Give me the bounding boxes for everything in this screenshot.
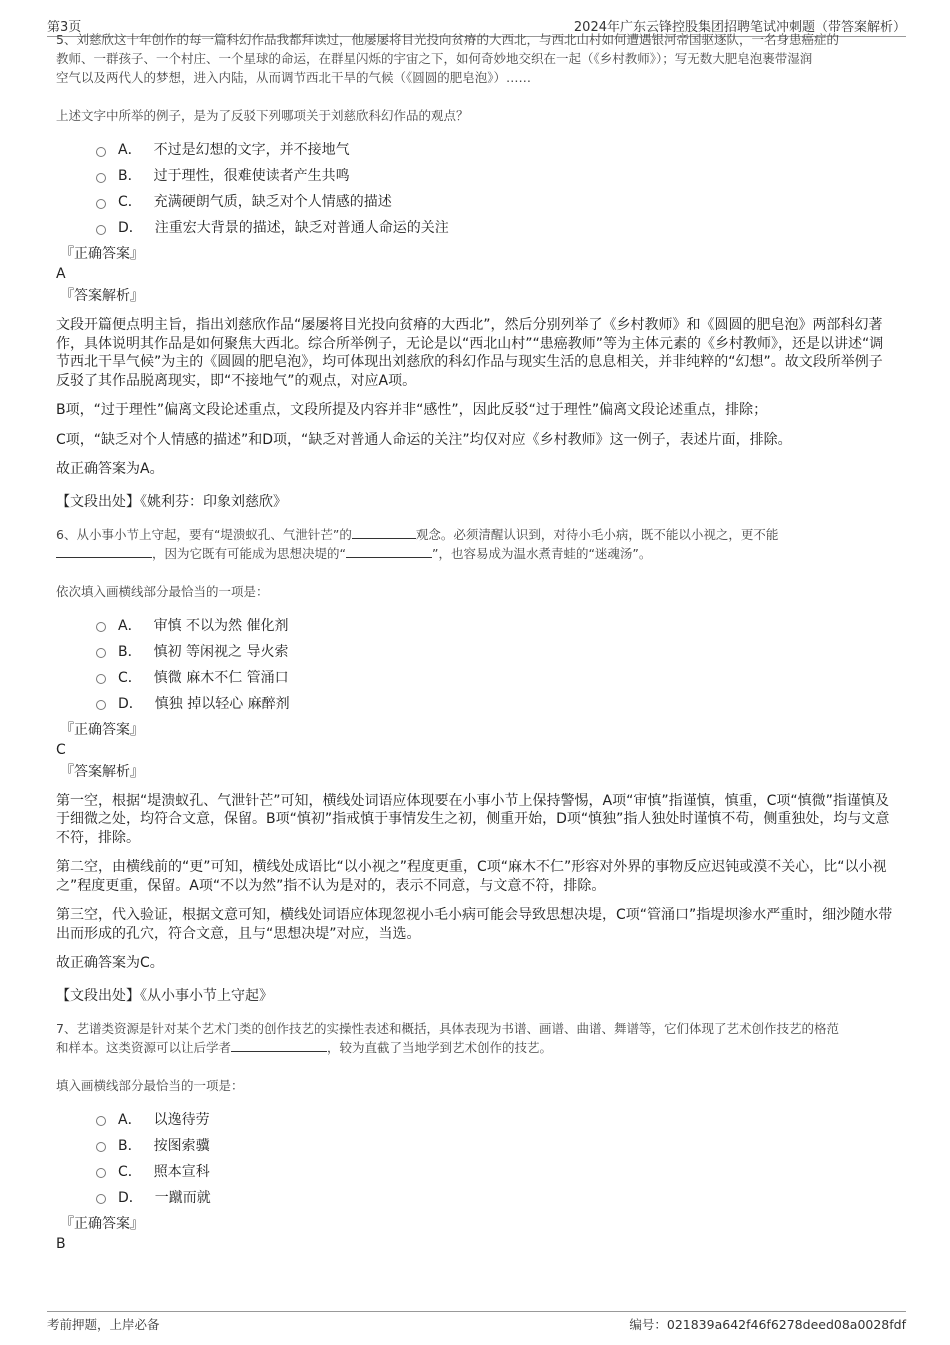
footer-slogan: 考前押题，上岸必备 [47, 1317, 160, 1332]
option-d[interactable]: D． 一蹴而就 [96, 1184, 896, 1210]
radio-icon[interactable] [96, 648, 106, 658]
radio-icon[interactable] [96, 1142, 106, 1152]
correct-answer: B [56, 1235, 66, 1252]
page-number: 第3页 [47, 20, 82, 35]
option-c[interactable]: C． 充满硬朗气质，缺乏对个人情感的描述 [96, 188, 896, 214]
page-footer [47, 1311, 906, 1336]
answer-label: 『正确答案』 [60, 1215, 144, 1232]
radio-icon[interactable] [96, 199, 106, 209]
option-d[interactable]: D． 慎独 掉以轻心 麻醉剂 [96, 690, 896, 716]
radio-icon[interactable] [96, 674, 106, 684]
option-a[interactable]: A． 以逸待劳 [96, 1106, 896, 1132]
analysis-conclusion: 故正确答案为C。 [56, 955, 164, 971]
option-list [96, 612, 896, 716]
analysis-conclusion: 故正确答案为A。 [56, 461, 164, 477]
option-a[interactable]: A． 审慎 不以为然 催化剂 [96, 612, 896, 638]
question-6 [56, 525, 896, 1005]
question-stem: 7、艺谱类资源是针对某个艺术门类的创作技艺的实操性表述和概括，具体表现为书谱、画谱、曲谱、舞谱等，它们体现了艺术创作技艺的格范 和样本。这类资源可以让后学者 ，较为直截了当地学到艺术创作的技艺。 [56, 1020, 839, 1055]
document-title: 2024年广东云锋控股集团招聘笔试冲刺题（带答案解析） [573, 20, 906, 35]
answer-label: 『正确答案』 [60, 721, 144, 738]
option-list [96, 136, 896, 240]
radio-icon[interactable] [96, 225, 106, 235]
question-stem: 5、刘慈欣这十年创作的每一篇科幻作品我都拜读过，他屡屡将目光投向贫瘠的大西北，与西北山村如何遭遇银河帝国驱逐队，一名身患癌症的 教师、一群孩子、一个村庄、一个星球的命运，在群星闪烁的宇宙之下，如何奇妙地交织在一起（《乡村教师》）；写无数大肥皂泡裹带湿润 空气以及两代人的梦想，进入内陆，从而调节西北干旱的气候（《圆圆的肥皂泡》）…… [56, 32, 839, 85]
analysis-paragraph: 第二空，由横线前的“更”可知，横线处成语比“以小视之”程度更重，C项“麻木不仁”形容对外界的事物反应迟钝或漠不关心，比“以小视之”程度更重，保留。A项“不以为然”指不认为是对的，表示不同意，与文意不符，排除。 [56, 859, 887, 894]
source-citation: 【文段出处】《姚利芬：印象刘慈欣》 [56, 493, 287, 510]
fill-blank [352, 526, 416, 539]
option-c[interactable]: C． 照本宣科 [96, 1158, 896, 1184]
question-prompt: 填入画横线部分最恰当的一项是： [56, 1077, 244, 1093]
option-b[interactable]: B． 过于理性，很难使读者产生共鸣 [96, 162, 896, 188]
option-b[interactable]: B． 按图索骥 [96, 1132, 896, 1158]
question-prompt: 依次填入画横线部分最恰当的一项是： [56, 583, 269, 599]
analysis-paragraph: 文段开篇便点明主旨，指出刘慈欣作品“屡屡将目光投向贫瘠的大西北”，然后分别列举了《乡村教师》和《圆圆的肥皂泡》两部科幻著作，具体说明其作品是如何聚焦大西北。综合所举例子，无论是以“西北山村”“患癌教师”等为主体元素的《乡村教师》，还是以讲述“调节西北干旱气候”为主的《圆圆的肥皂泡》，均可体现出刘慈欣的科幻作品与现实生活的息息相关，并非纯粹的“幻想”。故文段所举例子反驳了其作品脱离现实，即“不接地气”的观点，对应A项。 [56, 317, 884, 389]
answer-label: 『正确答案』 [60, 246, 144, 262]
fill-blank [56, 545, 152, 558]
correct-answer: C [56, 741, 66, 758]
question-prompt: 上述文字中所举的例子，是为了反驳下列哪项关于刘慈欣科幻作品的观点？ [56, 108, 469, 123]
fill-blank [231, 1039, 327, 1052]
option-d[interactable]: D． 注重宏大背景的描述，缺乏对普通人命运的关注 [96, 214, 896, 240]
question-7 [56, 1019, 896, 1254]
question-5 [56, 30, 896, 511]
radio-icon[interactable] [96, 1116, 106, 1126]
radio-icon[interactable] [96, 1194, 106, 1204]
analysis-paragraph: B项，“过于理性”偏离文段论述重点，文段所提及内容并非“感性”，因此反驳“过于理性”偏离文段论述重点，排除； [56, 402, 768, 418]
correct-answer: A [56, 266, 66, 282]
option-b[interactable]: B． 慎初 等闲视之 导火索 [96, 638, 896, 664]
analysis-paragraph: C项，“缺乏对个人情感的描述”和D项，“缺乏对普通人命运的关注”均仅对应《乡村教师》这一例子，表述片面，排除。 [56, 431, 792, 448]
document-id: 编号：021839a642f46f6278deed08a0028fdf [629, 1317, 906, 1332]
analysis-label: 『答案解析』 [60, 763, 144, 780]
radio-icon[interactable] [96, 622, 106, 632]
radio-icon[interactable] [96, 173, 106, 183]
radio-icon[interactable] [96, 700, 106, 710]
radio-icon[interactable] [96, 1168, 106, 1178]
radio-icon[interactable] [96, 147, 106, 157]
option-a[interactable]: A． 不过是幻想的文字，并不接地气 [96, 136, 896, 162]
analysis-label: 『答案解析』 [60, 288, 144, 304]
analysis-paragraph: 第一空，根据“堤溃蚁孔、气泄针芒”可知，横线处词语应体现要在小事小节上保持警惕，A项“审慎”指谨慎，慎重，C项“慎微”指谨慎及于细微之处，均符合文意，保留。B项“慎初”指戒慎于事情发生之初，侧重开始，D项“慎独”指人独处时谨慎不苟，侧重独处，均与文意不符，排除。 [56, 792, 890, 846]
analysis-paragraph: 第三空，代入验证，根据文意可知，横线处词语应体现忽视小毛小病可能会导致思想决堤，C项“管涌口”指堤坝渗水严重时，细沙随水带出而形成的孔穴，符合文意，且与“思想决堤”对应，当选。 [56, 907, 893, 942]
option-c[interactable]: C． 慎微 麻木不仁 管涌口 [96, 664, 896, 690]
source-citation: 【文段出处】《从小事小节上守起》 [56, 987, 273, 1004]
fill-blank [346, 545, 432, 558]
document-body [56, 30, 896, 1254]
question-stem: 6、从小事小节上守起，要有“堤溃蚁孔、气泄针芒”的 观念。必须清醒认识到，对待小毛小病，既不能以小视之，更不能 ，因为它既有可能成为思想决堤的“ ”，也容易成为温水煮青蛙的“迷魂汤”。 [56, 526, 779, 561]
option-list [96, 1106, 896, 1210]
